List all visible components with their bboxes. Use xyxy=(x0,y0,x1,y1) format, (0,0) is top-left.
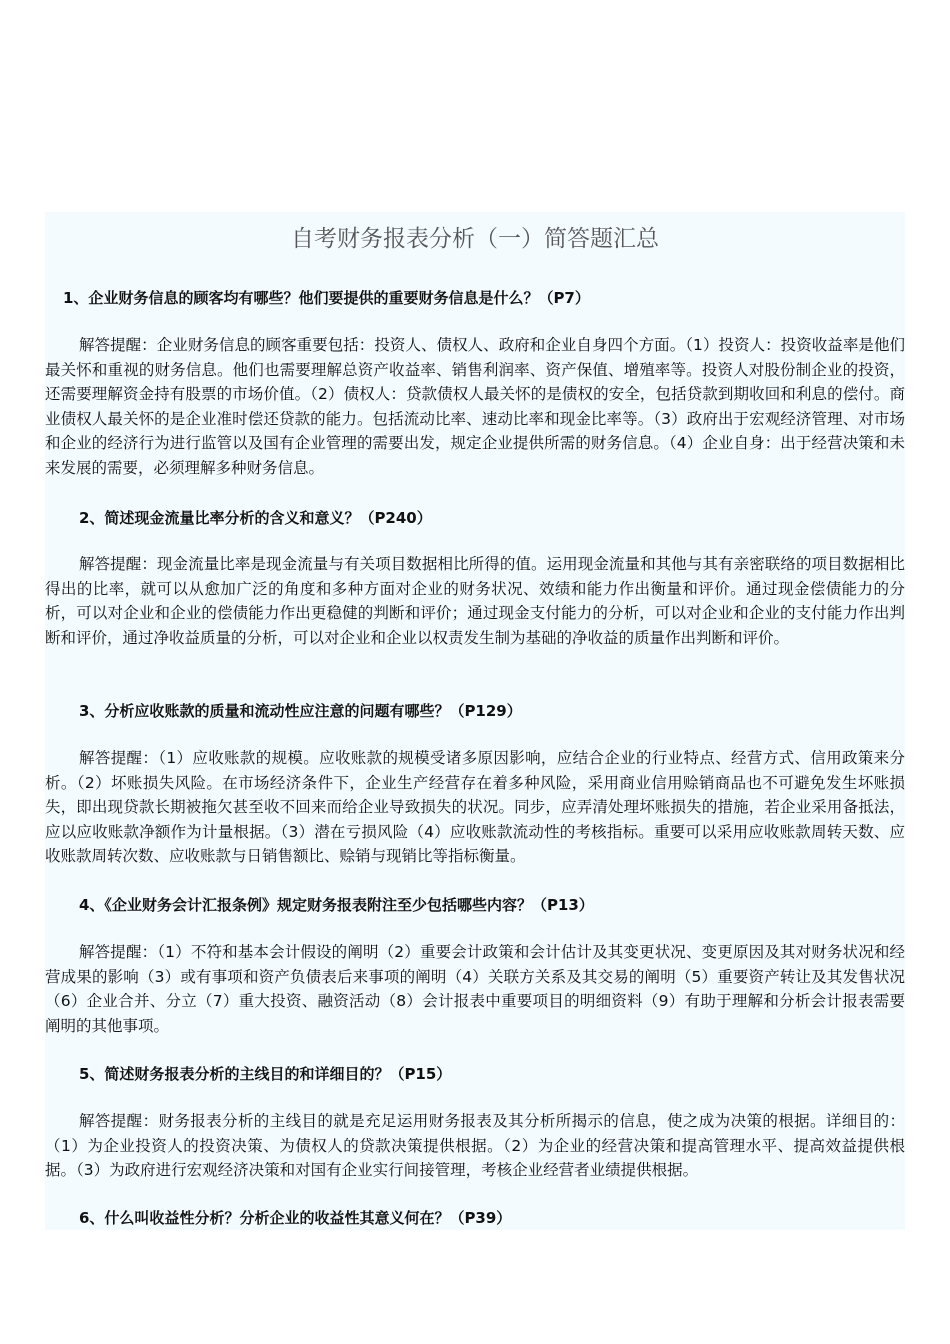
question-6-heading: 6、什么叫收益性分析？分析企业的收益性其意义何在？（P39） xyxy=(79,1209,512,1227)
question-3-heading: 3、分析应收账款的质量和流动性应注意的问题有哪些？（P129） xyxy=(79,702,522,720)
question-4-answer: 解答提醒：（1）不符和基本会计假设的阐明（2）重要会计政策和会计估计及其变更状况、变更原因及其对财务状况和经营成果的影响（3）或有事项和资产负债表后来事项的阐明（4）关联方关系及其交易的阐明（5）重要资产转让及其发售状况（6）企业合并、分立（7）重大投资、融资活动（8）会计报表中重要项目的明细资料（9）有助于理解和分析会计报表需要阐明的其他事项。 xyxy=(45,943,905,1035)
question-1-heading: 1、企业财务信息的顾客均有哪些？他们要提供的重要财务信息是什么？（P7） xyxy=(63,289,590,307)
question-5-heading: 5、简述财务报表分析的主线目的和详细目的？（P15） xyxy=(79,1065,452,1083)
question-5-answer: 解答提醒：财务报表分析的主线目的就是充足运用财务报表及其分析所揭示的信息，使之成为决策的根据。详细目的：（1）为企业投资人的投资决策、为债权人的贷款决策提供根据。（2）为企业的经营决策和提高管理水平、提高效益提供根据。（3）为政府进行宏观经济决策和对国有企业实行间接管理，考核企业经营者业绩提供根据。 xyxy=(45,1112,905,1180)
question-3-answer: 解答提醒：（1）应收账款的规模。应收账款的规模受诸多原因影响，应结合企业的行业特点、经营方式、信用政策来分析。（2）坏账损失风险。在市场经济条件下，企业生产经营存在着多种风险，采用商业信用赊销商品也不可避免发生坏账损失，即出现贷款长期被拖欠甚至收不回来而给企业导致损失的状况。同步，应弄清处理坏账损失的措施，若企业采用备抵法，应以应收账款净额作为计量根据。（3）潜在亏损风险（4）应收账款流动性的考核指标。重要可以采用应收账款周转天数、应收账款周转次数、应收账款与日销售额比、赊销与现销比等指标衡量。 xyxy=(45,749,905,866)
question-1-answer: 解答提醒：企业财务信息的顾客重要包括：投资人、债权人、政府和企业自身四个方面。（1）投资人：投资收益率是他们最关怀和重视的财务信息。他们也需要理解总资产收益率、销售利润率、资产保值、增殖率等。投资人对股份制企业的投资，还需要理解资金持有股票的市场价值。（2）债权人：贷款债权人最关怀的是债权的安全，包括贷款到期收回和利息的偿付。商业债权人最关怀的是企业准时偿还贷款的能力。包括流动比率、速动比率和现金比率等。（3）政府出于宏观经济管理、对市场和企业的经济行为进行监管以及国有企业管理的需要出发，规定企业提供所需的财务信息。（4）企业自身：出于经营决策和未来发展的需要，必须理解多种财务信息。 xyxy=(45,336,905,477)
question-2-answer: 解答提醒：现金流量比率是现金流量与有关项目数据相比所得的值。运用现金流量和其他与其有亲密联络的项目数据相比得出的比率，就可以从愈加广泛的角度和多种方面对企业的财务状况、效绩和能力作出衡量和评价。通过现金偿债能力的分析，可以对企业和企业的偿债能力作出更稳健的判断和评价；通过现金支付能力的分析，可以对企业和企业的支付能力作出判断和评价，通过净收益质量的分析，可以对企业和企业以权责发生制为基础的净收益的质量作出判断和评价。 xyxy=(45,555,905,647)
document-title: 自考财务报表分析（一）简答题汇总 xyxy=(291,226,659,252)
document-page xyxy=(45,212,905,1230)
question-4-heading: 4、《企业财务会计汇报条例》规定财务报表附注至少包括哪些内容？（P13） xyxy=(79,896,594,914)
question-2-heading: 2、简述现金流量比率分析的含义和意义？（P240） xyxy=(79,509,432,527)
